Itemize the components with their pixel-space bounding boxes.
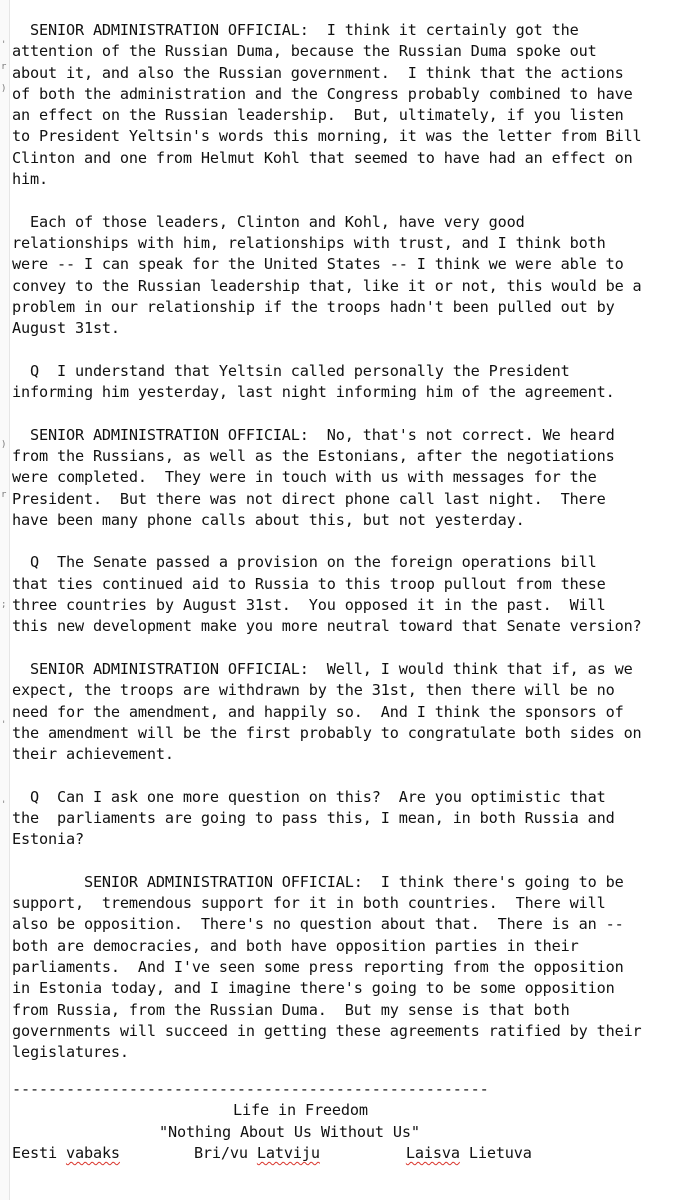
text-line: Q The Senate passed a provision on the foreign operations bill bbox=[12, 553, 597, 572]
text-line: about it, and also the Russian government. I think that the actions bbox=[12, 63, 624, 82]
text-line: the parliaments are going to pass this, I mean, in both Russia and bbox=[12, 808, 615, 827]
footer-motto: Life in Freedom bbox=[233, 1101, 368, 1120]
text-line: SENIOR ADMINISTRATION OFFICIAL: I think there's going to be bbox=[12, 872, 624, 891]
lithuania-word: Laisva bbox=[405, 1143, 460, 1162]
text-line: informing him yesterday, last night informing him of the agreement. bbox=[12, 383, 615, 402]
text-line: governments will succeed in getting these agreements ratified by their bbox=[12, 1021, 642, 1040]
text-line: also be opposition. There's no question about that. There is an -- bbox=[12, 915, 624, 934]
text-line: their achievement. bbox=[12, 745, 174, 764]
margin-mark: ' bbox=[1, 800, 7, 810]
text-line: were -- I can speak for the United States -- I think we were able to bbox=[12, 255, 624, 274]
text-line: President. But there was not direct phone call last night. There bbox=[12, 489, 606, 508]
paragraph-gap bbox=[12, 339, 680, 360]
text-line: an effect on the Russian leadership. But, ultimately, if you listen bbox=[12, 106, 624, 125]
text-line: problem in our relationship if the troops hadn't been pulled out by bbox=[12, 297, 615, 316]
footer-country-line bbox=[12, 1143, 680, 1164]
margin-mark: r bbox=[1, 490, 7, 500]
text-line: both are democracies, and both have opposition parties in their bbox=[12, 936, 579, 955]
paragraph-gap bbox=[12, 190, 680, 211]
estonia-prefix: Eesti bbox=[12, 1143, 66, 1162]
text-line: in Estonia today, and I imagine there's going to be some opposition bbox=[12, 979, 615, 998]
text-line: that ties continued aid to Russia to this troop pullout from these bbox=[12, 574, 606, 593]
left-margin-strip bbox=[0, 0, 10, 1200]
paragraph bbox=[12, 425, 680, 531]
estonia-slogan bbox=[12, 1144, 120, 1162]
lithuania-suffix: Lietuva bbox=[459, 1143, 532, 1162]
latvia-word: Latviju bbox=[256, 1143, 320, 1162]
margin-mark: ; bbox=[1, 600, 7, 610]
text-line: from Russia, from the Russian Duma. But my sense is that both bbox=[12, 1000, 570, 1019]
margin-mark: ) bbox=[1, 440, 7, 450]
margin-mark: ' bbox=[1, 40, 7, 50]
paragraph-gap bbox=[12, 531, 680, 552]
text-line: August 31st. bbox=[12, 319, 120, 338]
footer-rule: ----------------------------------------------------- bbox=[12, 1080, 489, 1098]
text-line: parliaments. And I've seen some press reporting from the opposition bbox=[12, 958, 624, 977]
text-line: to President Yeltsin's words this morning, it was the letter from Bill bbox=[12, 127, 642, 146]
signature-footer bbox=[12, 1079, 680, 1164]
paragraph-gap bbox=[12, 403, 680, 424]
latvia-slogan bbox=[194, 1144, 320, 1162]
paragraph bbox=[12, 212, 680, 340]
text-line: attention of the Russian Duma, because the Russian Duma spoke out bbox=[12, 42, 597, 61]
text-line: SENIOR ADMINISTRATION OFFICIAL: No, that's not correct. We heard bbox=[12, 425, 615, 444]
paragraph bbox=[12, 361, 680, 404]
text-line: have been many phone calls about this, but not yesterday. bbox=[12, 510, 525, 529]
paragraph bbox=[12, 20, 680, 190]
paragraph bbox=[12, 872, 680, 1064]
text-line: of both the administration and the Congress probably combined to have bbox=[12, 84, 633, 103]
text-line: convey to the Russian leadership that, like it or not, this would be a bbox=[12, 276, 642, 295]
text-line: support, tremendous support for it in both countries. There will bbox=[12, 894, 606, 913]
estonia-word: vabaks bbox=[65, 1143, 120, 1162]
text-line: Each of those leaders, Clinton and Kohl, have very good bbox=[12, 212, 525, 231]
latvia-prefix: Bri/vu bbox=[193, 1143, 257, 1162]
margin-mark: r bbox=[1, 62, 7, 72]
paragraph-gap bbox=[12, 851, 680, 872]
paragraph-gap bbox=[12, 638, 680, 659]
text-line: legislatures. bbox=[12, 1043, 129, 1062]
paragraph bbox=[12, 787, 680, 851]
text-line: expect, the troops are withdrawn by the 31st, then there will be no bbox=[12, 681, 615, 700]
text-line: relationships with him, relationships with trust, and I think both bbox=[12, 233, 606, 252]
text-line: this new development make you more neutral toward that Senate version? bbox=[12, 617, 642, 636]
paragraph bbox=[12, 552, 680, 637]
text-line: him. bbox=[12, 170, 48, 189]
lithuania-slogan bbox=[406, 1144, 532, 1162]
text-line: Q I understand that Yeltsin called personally the President bbox=[12, 361, 570, 380]
text-line: SENIOR ADMINISTRATION OFFICIAL: Well, I would think that if, as we bbox=[12, 659, 633, 678]
transcript-body bbox=[12, 20, 680, 1064]
paragraph-gap bbox=[12, 765, 680, 786]
text-line: Clinton and one from Helmut Kohl that seemed to have had an effect on bbox=[12, 148, 633, 167]
text-line: need for the amendment, and happily so. And I think the sponsors of bbox=[12, 702, 624, 721]
text-line: the amendment will be the first probably to congratulate both sides on bbox=[12, 723, 642, 742]
margin-mark: ) bbox=[1, 84, 7, 94]
text-line: from the Russians, as well as the Estonians, after the negotiations bbox=[12, 446, 615, 465]
text-line: SENIOR ADMINISTRATION OFFICIAL: I think it certainly got the bbox=[12, 21, 579, 39]
footer-slogan: "Nothing About Us Without Us" bbox=[159, 1122, 420, 1141]
paragraph bbox=[12, 659, 680, 765]
margin-mark: ' bbox=[1, 720, 7, 730]
text-line: Estonia? bbox=[12, 830, 84, 849]
text-line: were completed. They were in touch with us with messages for the bbox=[12, 468, 597, 487]
text-line: three countries by August 31st. You opposed it in the past. Will bbox=[12, 596, 606, 615]
text-line: Q Can I ask one more question on this? Are you optimistic that bbox=[12, 787, 606, 806]
